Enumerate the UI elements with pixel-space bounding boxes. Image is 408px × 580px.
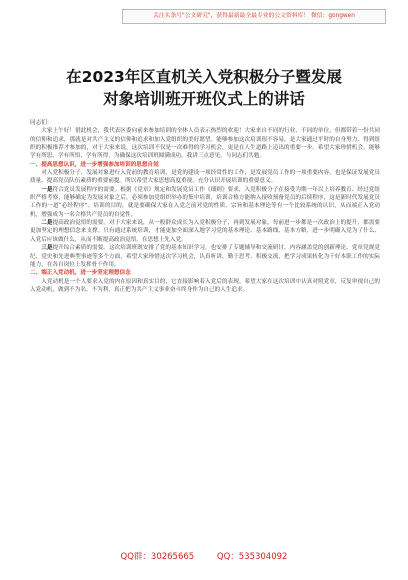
- body-paragraph: [30, 219, 380, 244]
- qq-group-text: QQ群：30265665: [120, 552, 195, 562]
- title-line-1: 在2023年区直机关入党积极分子暨发展: [66, 68, 342, 86]
- paragraph-lead: 一是: [41, 186, 53, 193]
- body-paragraph: 大家上午好！借此机会，我代表区委向前来参加培训的全体人员表示热烈的欢迎！大家来自不同的行业、不同的单位，但都带着一份共同的信仰和追求，那就是对共产主义的信仰和追求和加入党组织的美好愿望。能够参加这次培训很不容易，是大家通过平时的自身努力、得到组织的积极推荐才参加的，对于大家来说，这次培训不仅是一次难得的学习机会，更是在人生道路上迈出的重要一步。希望大家珍惜机会，能够学有所思、学有所悟、学有所得，为确保这次培训班圆满成功，我讲三点意见，与同志们共勉。: [30, 128, 380, 160]
- document-body: [30, 119, 380, 549]
- body-paragraph: 对入党积极分子、发展对象进行入党前的教育培训，是党的建设一项经常性的工作，是发展党员工作的一项重要内容，也是保证发展党员质量、提高党员队伍素质的重要前提。所以希望大家思想高度重视，充分认识开展培训的重要意义。: [30, 170, 380, 185]
- paragraph-text: 符合党员发展程序的需要。根据《党章》规定和发展党员工作《细则》要求，入党积极分子在接受为期一年以上培养教育、经过党组织严格考察，能够确定为发展对象之后，必须参加党组织举办的集中培训，培训合格方能纳入接收预备党员的后续程序，这是新时代发展党员工作的一道“必经程序”。培训的目的，就是要确保大家在入党之前对党的性质、宗旨和基本理论等有一个比较系统的认识，从而端正入党动机，增强成为一名合格共产党员的自觉性。: [30, 186, 380, 218]
- paragraph-text: 提升综合素质的需要。这次培训班既安排了党的基本知识学习，也安排了专题辅导和交流研讨，内容涵盖党的创新理论、党章党规党纪、党史和先进典型事迹等多个方面，希望大家珍惜这次学习机会，认真听讲、勤于思考、积极交流，把学习成果转化为干好本职工作的实际能力，在各自岗位上发挥骨干作用。: [30, 245, 380, 268]
- body-paragraph: [30, 186, 380, 219]
- section-heading: 一、提高思想认识，进一步增强参加培训的思想自觉: [30, 161, 159, 168]
- body-paragraph: [30, 244, 380, 269]
- paragraph-lead: 三是: [41, 245, 53, 252]
- salutation: 同志们：: [30, 120, 53, 126]
- paragraph-text: 提高政治觉悟的需要。对于大家来说，从一般群众成长为入党积极分子，再到发展对象，每前进一步都是一次政治上的提升，都需要更加坚定的理想信念来支撑。只有通过系统培训，才能更加全面深入地学习党的基本理论、基本路线、基本方略，进一步明确入党为了什么、入党后应该做什么，从而不断提高政治觉悟，在思想上先入党。: [30, 220, 380, 243]
- qq-contact-text: QQ：535304092: [216, 552, 288, 562]
- body-paragraph: 入党动机是一个人要求入党的内在原因和真实目的，它直接影响着入党后的表现。希望大家在这次培训中认真对照党章，反复审视自己的入党动机，做到不为名、不为利，真正把为共产主义事业奋斗终身作为自己的人生追求。: [30, 278, 380, 293]
- promo-banner[interactable]: 关注头条号"公文研究"，获得最新最全最专业的公文资料库！ 微信：gongwen: [122, 9, 386, 24]
- title-line-2: 对象培训班开班仪式上的讲话: [103, 90, 305, 108]
- contact-footer: [0, 551, 408, 563]
- section-heading: 二、端正入党动机，进一步坚定理想信念: [30, 270, 131, 277]
- paragraph-lead: 二是: [41, 220, 53, 227]
